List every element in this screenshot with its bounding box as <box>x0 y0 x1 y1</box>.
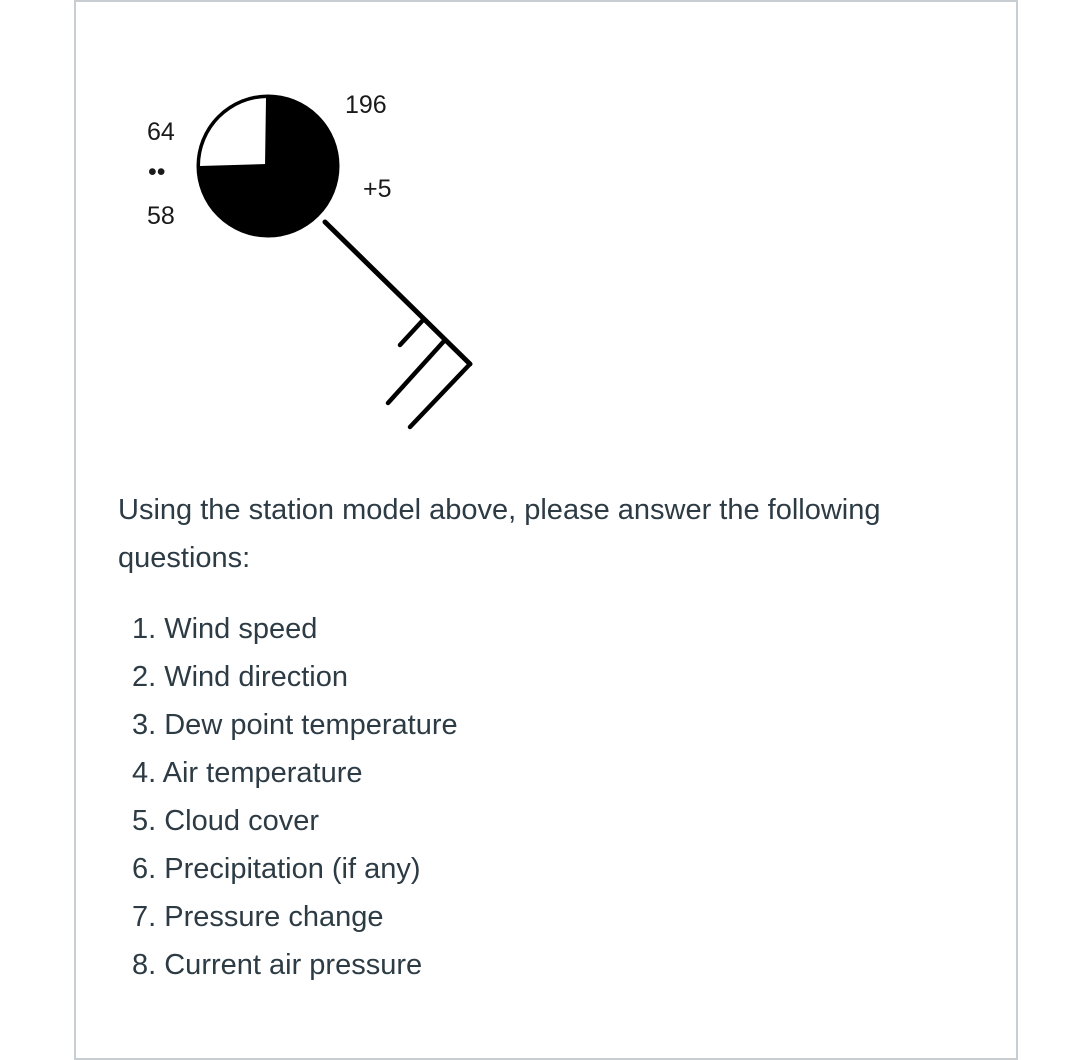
air-temperature-label: 64 <box>147 118 175 146</box>
wind-barb-half <box>400 319 424 345</box>
cloud-cover-circle <box>198 96 338 236</box>
wind-barb-full-2 <box>388 340 445 403</box>
present-weather-label: •• <box>148 158 166 186</box>
list-item: 3. Dew point temperature <box>132 709 458 741</box>
wind-barb-full-1 <box>410 364 470 427</box>
question-list <box>132 605 458 989</box>
list-item: 4. Air temperature <box>132 757 363 789</box>
wind-shaft <box>325 222 470 364</box>
list-item: 7. Pressure change <box>132 901 384 933</box>
list-item: 2. Wind direction <box>132 661 348 693</box>
list-item: 5. Cloud cover <box>132 805 319 837</box>
list-item: 6. Precipitation (if any) <box>132 853 421 885</box>
pressure-change-label: +5 <box>363 175 392 203</box>
question-prompt: Using the station model above, please answer the following questions: <box>118 494 881 574</box>
dew-point-label: 58 <box>147 202 175 230</box>
pressure-label: 196 <box>345 91 387 119</box>
station-model-diagram <box>0 0 1080 460</box>
list-item: 8. Current air pressure <box>132 949 423 981</box>
list-item: 1. Wind speed <box>132 613 318 645</box>
